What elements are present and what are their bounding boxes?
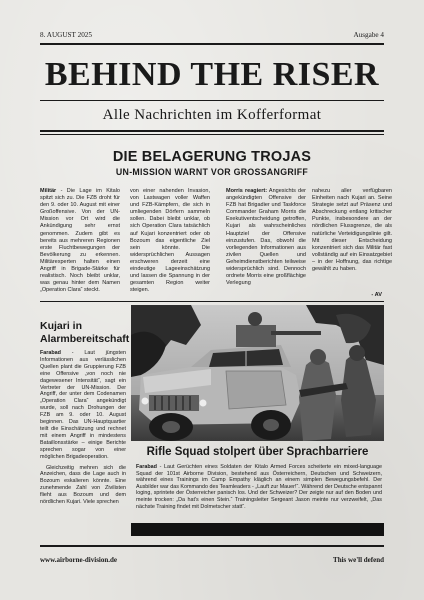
dateline: Farabad bbox=[136, 464, 157, 470]
lead-headline: DIE BELAGERUNG TROJAS bbox=[112, 149, 312, 165]
story2-article: Farabad - Laut Gerüchten eines Soldaten der Kitalo Armed Forces scheiterte ein mixed-language Squad der 101st Airborne Division, bestehend aus Österreichern, Deutschen und Schweizern, während eines Trainings im Camp Empathy kläglich an einem simplen Bewegungsbefehl. Der Ausbilder war das Kommando des Teamleaders - „Lauft zur Mauer!“. Während der Deutsche entspannt loging, sprintete der Österreicher panisch los. Und der Schweizer? Der zeigte nur auf den Boden und meinte trocken: „Da hat's einen Stein.“ Trainingsleiter Sergeant Jason meinte nur verzweifelt, „Das nächste Training findet mit Dolmetscher statt“. bbox=[136, 464, 382, 510]
lead-column-4: nahezu aller verfügbaren Einheiten nach Kujari an. Seine Strategie setzt auf Präsenz und Abschreckung entlang kritischer Punkte, insbesondere an der nördlichen Flussgrenze, die als natürliche Verteidigungslinie gilt. Mit dieser Entscheidung konzentriert sich das Militär fast vollständig auf ein Einsatzgebiet – in der Hoffnung, das richtige gewählt zu haben. bbox=[312, 188, 392, 273]
lead-column-3: Morris reagiert: Angesichts der angekündigten Offensive der FZB hat Brigadier und Taskforce Commander Graham Morris die Exekutiventscheidung getroffen, Kujari als wahrscheinliches Hauptziel der Offensive einzustufen. Das, obwohl die vorliegenden Informationen aus zivilen Quellen und Geheimdienstberichten teilweise widersprüchlich sind. Dennoch ordnete Morris eine großflächige Verlegung bbox=[226, 188, 306, 287]
lead-column-1: Militär - Die Lage im Kitalo spitzt sich zu. Die FZB droht für den 9. oder 10. August mit einer Großoffensive. Von der UN-Mission vor Ort wird die Ankündigung sehr ernst genommen. Zudem gibt es bereits aus mehreren Regionen erste Fluchtbewegungen der Bevölkerung zu erkennen. Militärexperten halten einen Angriff in Brigade-Stärke für realistisch. Noch bleibt unklar, was genau hinter dem Namen „Operation Clara“ steckt. bbox=[40, 188, 120, 294]
issue-date: 8. AUGUST 2025 bbox=[40, 31, 92, 39]
dateline: Militär bbox=[40, 188, 57, 194]
website-link[interactable]: www.airborne-division.de bbox=[40, 556, 118, 564]
edition-number: Ausgabe 4 bbox=[353, 31, 384, 39]
lead-subheadline: UN-MISSION WARNT VOR GROSSANGRIFF bbox=[115, 167, 309, 177]
top-rule bbox=[40, 43, 384, 45]
footer-rule bbox=[40, 545, 384, 547]
subtitle-rule-thin bbox=[40, 134, 384, 135]
dateline: Morris reagiert: bbox=[226, 188, 268, 194]
dateline: Farabad bbox=[40, 350, 61, 356]
story2-headline: Rifle Squad stolpert über Sprachbarriere bbox=[146, 446, 369, 458]
masthead-rule bbox=[40, 100, 384, 101]
sidebar-headline: Kujari in Alarmbereitschaft bbox=[40, 320, 130, 345]
masthead: BEHIND THE RISER bbox=[44, 56, 380, 93]
section-rule bbox=[40, 301, 384, 302]
military-vehicle-photo bbox=[131, 305, 384, 441]
subtitle-rule-thick bbox=[40, 130, 384, 132]
author-initials: - AV bbox=[371, 292, 382, 298]
lead-column-2: von einer nahenden Invasion, von Lastwagen voller Waffen und FZB-Kämpfern, die sich in umliegenden Dörfern sammeln sollen. Dabei bleibt unklar, ob sich Operation Clara tatsächlich auf Kujari konzentriert oder ob Bozoum das eigentliche Ziel sein könnte. Die widersprüchlichen Aussagen erschweren derzeit eine eindeutige Lageeinschätzung und lassen die Spannung in der gesamten Region weiter steigen. bbox=[130, 188, 210, 294]
masthead-subtitle: Alle Nachrichten im Kofferformat bbox=[102, 107, 322, 123]
sidebar-article: Farabad - Laut jüngsten Informationen aus verlässlichen Quellen plant die Gruppierung FZB eine Offensive „von noch nie dagewesener Intensität“, sagt ein Vertreter der UN-Mission. Der Angriff, der unter dem Codenamen „Operation Clara“ angekündigt wurde, soll nach Drohungen der FZB am 9. oder 10. August beginnen. Das UN-Hauptquartier teilt die Einschätzung und rechnet mit einem Angriff in mindestens Bataillonsstärke – einige Berichte sprechen sogar von einer möglichen Brigadeoperation. Gleichzeitig mehren sich die Anzeichen, dass die Lage auch in Bozoum eskalieren könnte. Eine zunehmende Zahl von Zivilisten flieht aus Bozoum und dem nördlichen Kujari. Viele sprechen bbox=[40, 350, 126, 506]
lead-article bbox=[40, 188, 392, 296]
black-bar bbox=[131, 523, 384, 536]
footer-slogan: This we'll defend bbox=[333, 556, 384, 564]
